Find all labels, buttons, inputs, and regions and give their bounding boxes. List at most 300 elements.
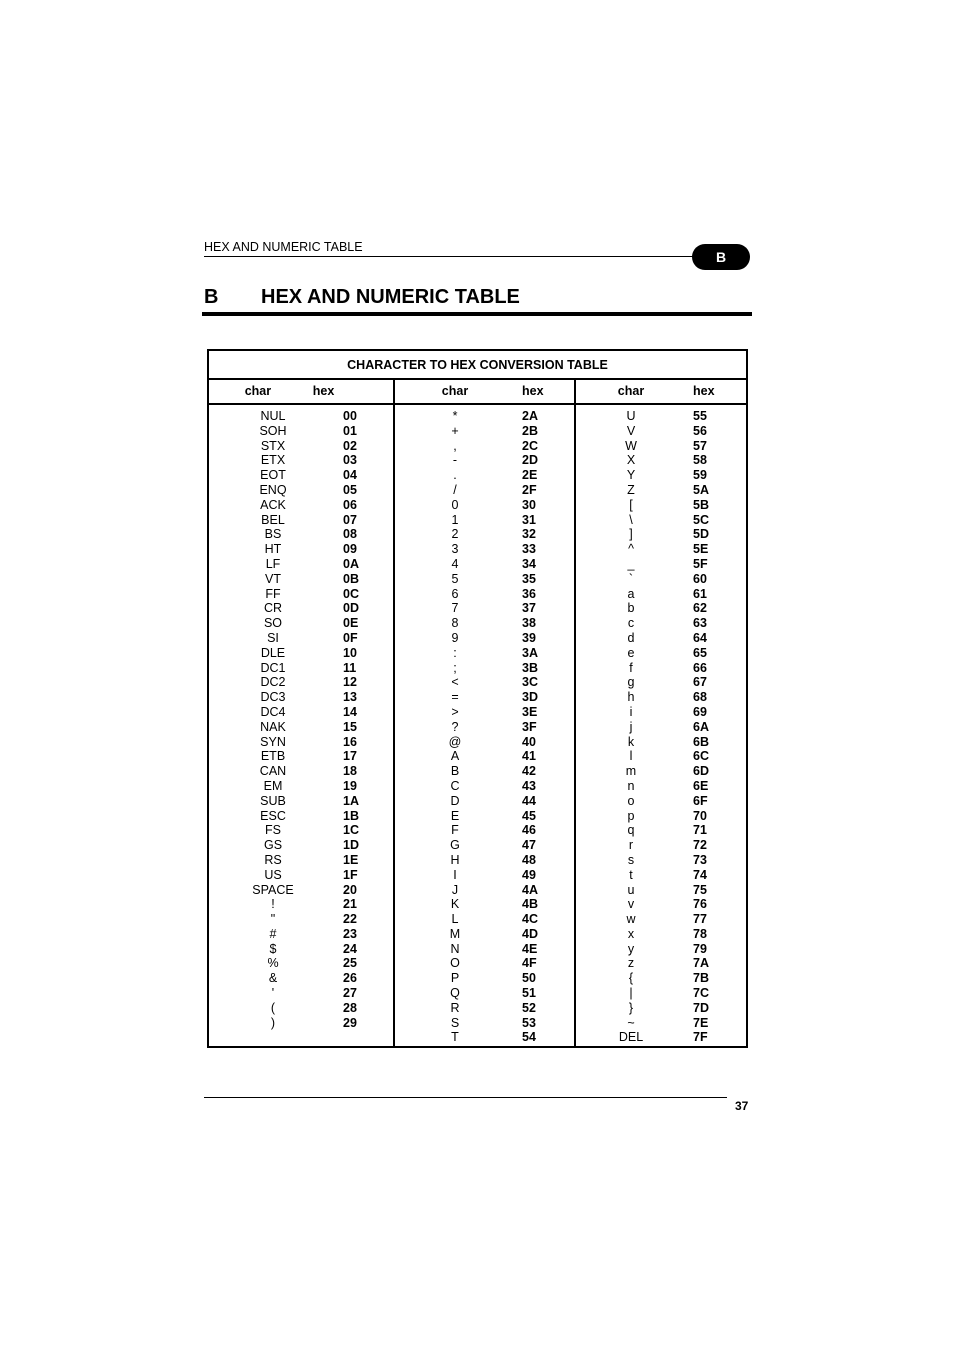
char-cell: P — [450, 971, 460, 986]
hex-cell: 6E — [693, 778, 709, 793]
hex-column-header: hex — [312, 384, 335, 398]
hex-cell: 52 — [522, 1000, 536, 1015]
table-row — [576, 764, 746, 779]
table-row — [576, 838, 746, 853]
char-cell: FF — [265, 586, 281, 601]
table-row — [209, 927, 393, 942]
table-row — [209, 986, 393, 1001]
table-row — [576, 424, 746, 439]
hex-column-header: hex — [693, 384, 715, 398]
char-cell: h — [627, 690, 635, 705]
char-cell: v — [627, 897, 635, 912]
char-cell: 3 — [451, 542, 459, 557]
hex-cell: 7F — [693, 1030, 708, 1045]
char-cell: m — [625, 764, 637, 779]
table-row — [209, 883, 393, 898]
table-row — [576, 439, 746, 454]
table-row — [576, 646, 746, 661]
hex-cell: 20 — [343, 882, 357, 897]
char-cell: $ — [269, 941, 277, 956]
table-row — [576, 631, 746, 646]
table-row — [576, 453, 746, 468]
char-cell: a — [627, 586, 635, 601]
hex-cell: 32 — [522, 527, 536, 542]
hex-cell: 29 — [343, 1015, 357, 1030]
char-cell: NUL — [260, 409, 286, 423]
hex-cell: 75 — [693, 882, 707, 897]
table-row — [395, 956, 574, 971]
char-cell: b — [627, 601, 635, 616]
char-cell: j — [629, 719, 633, 734]
hex-cell: 4A — [522, 882, 538, 897]
hex-cell: 60 — [693, 571, 707, 586]
table-row — [395, 868, 574, 883]
char-cell: F — [451, 823, 459, 838]
table-row — [209, 912, 393, 927]
table-body — [209, 405, 746, 1046]
hex-cell: 0B — [343, 571, 359, 586]
char-cell: RS — [264, 852, 282, 867]
hex-cell: 09 — [343, 542, 357, 557]
table-row — [395, 735, 574, 750]
hex-cell: 55 — [693, 409, 707, 423]
hex-cell: 4B — [522, 897, 538, 912]
hex-cell: 25 — [343, 956, 357, 971]
char-cell: BS — [264, 527, 282, 542]
hex-cell: 1E — [343, 852, 359, 867]
table-row — [395, 705, 574, 720]
char-cell: _ — [627, 556, 635, 571]
char-cell: { — [628, 971, 634, 986]
hex-cell: 3B — [522, 660, 538, 675]
char-cell: DC4 — [260, 704, 286, 719]
char-cell: STX — [260, 438, 286, 453]
table-row — [209, 513, 393, 528]
hex-cell: 5C — [693, 512, 709, 527]
char-cell: ^ — [628, 542, 634, 557]
hex-cell: 4D — [522, 926, 538, 941]
char-cell: % — [267, 956, 279, 971]
table-row — [209, 1016, 393, 1031]
hex-cell: 46 — [522, 823, 536, 838]
table-row — [576, 468, 746, 483]
hex-cell: 79 — [693, 941, 707, 956]
char-cell: FS — [265, 823, 281, 838]
hex-cell: 30 — [522, 497, 536, 512]
char-cell: } — [628, 1000, 634, 1015]
char-cell: n — [627, 778, 635, 793]
table-row — [209, 942, 393, 957]
char-cell: y — [627, 941, 635, 956]
table-row — [576, 557, 746, 572]
char-cell: o — [627, 793, 635, 808]
hex-cell: 5B — [693, 497, 709, 512]
char-cell: Y — [626, 468, 636, 483]
table-row — [576, 542, 746, 557]
char-cell: ~ — [627, 1015, 635, 1030]
hex-cell: 47 — [522, 838, 536, 853]
hex-cell: 1B — [343, 808, 359, 823]
hex-cell: 40 — [522, 734, 536, 749]
char-cell: SUB — [260, 793, 286, 808]
hex-cell: 6C — [693, 749, 709, 764]
char-cell: US — [264, 867, 282, 882]
title-rule — [202, 312, 752, 316]
table-row — [395, 883, 574, 898]
char-cell: NAK — [260, 719, 286, 734]
char-cell: s — [627, 852, 635, 867]
table-row — [395, 823, 574, 838]
hex-cell: 41 — [522, 749, 536, 764]
hex-cell: 50 — [522, 971, 536, 986]
table-row — [209, 868, 393, 883]
char-cell: GS — [263, 838, 283, 853]
table-row — [576, 1030, 746, 1045]
hex-cell: 4C — [522, 912, 538, 927]
table-row — [209, 853, 393, 868]
char-cell: d — [627, 630, 635, 645]
hex-cell: 38 — [522, 616, 536, 631]
char-cell: 1 — [451, 512, 459, 527]
table-row — [209, 601, 393, 616]
table-row — [209, 690, 393, 705]
table-row — [576, 483, 746, 498]
table-row — [576, 587, 746, 602]
hex-cell: 5E — [693, 542, 709, 557]
hex-cell: 02 — [343, 438, 357, 453]
char-cell: > — [451, 704, 459, 719]
table-row — [576, 513, 746, 528]
char-cell: # — [269, 926, 277, 941]
table-row — [209, 409, 393, 424]
hex-cell: 31 — [522, 512, 536, 527]
hex-cell: 15 — [343, 719, 357, 734]
hex-cell: 12 — [343, 675, 357, 690]
hex-cell: 1D — [343, 838, 359, 853]
hex-cell: 58 — [693, 453, 707, 468]
hex-cell: 48 — [522, 852, 536, 867]
char-cell: ETX — [260, 453, 286, 468]
hex-cell: 49 — [522, 867, 536, 882]
char-cell: ; — [453, 660, 457, 675]
char-cell: q — [627, 823, 635, 838]
char-cell: * — [452, 409, 458, 423]
hex-cell: 1F — [343, 867, 358, 882]
table-row — [576, 749, 746, 764]
hex-cell: 14 — [343, 704, 357, 719]
char-cell: u — [627, 882, 635, 897]
hex-cell: 6A — [693, 719, 709, 734]
char-cell: SO — [263, 616, 283, 631]
table-row — [209, 823, 393, 838]
hex-cell: 74 — [693, 867, 707, 882]
table-row — [576, 661, 746, 676]
table-row — [209, 794, 393, 809]
hex-cell: 2B — [522, 423, 538, 438]
column-group-header — [209, 380, 395, 403]
hex-cell: 17 — [343, 749, 357, 764]
hex-cell: 3F — [522, 719, 537, 734]
char-cell: @ — [448, 734, 462, 749]
char-cell: | — [629, 986, 633, 1001]
table-row — [395, 942, 574, 957]
column-header-row — [209, 380, 746, 405]
table-row — [395, 1016, 574, 1031]
table-row — [209, 646, 393, 661]
hex-cell: 43 — [522, 778, 536, 793]
char-cell: . — [453, 468, 457, 483]
table-row — [209, 764, 393, 779]
table-row — [209, 1001, 393, 1016]
table-row — [395, 616, 574, 631]
char-cell: SPACE — [252, 882, 294, 897]
char-cell: : — [453, 645, 457, 660]
hex-cell: 04 — [343, 468, 357, 483]
hex-cell: 54 — [522, 1030, 536, 1045]
table-row — [395, 794, 574, 809]
hex-cell: 4E — [522, 941, 538, 956]
hex-cell: 61 — [693, 586, 707, 601]
char-cell: M — [449, 926, 461, 941]
hex-cell: 27 — [343, 986, 357, 1001]
table-row — [576, 498, 746, 513]
hex-cell: 33 — [522, 542, 536, 557]
char-cell: 5 — [451, 571, 459, 586]
table-row — [395, 853, 574, 868]
hex-cell: 05 — [343, 482, 357, 497]
table-row — [395, 1001, 574, 1016]
column-group — [209, 405, 395, 1046]
table-row — [576, 1001, 746, 1016]
hex-cell: 70 — [693, 808, 707, 823]
char-cell: SYN — [260, 734, 286, 749]
char-cell: - — [452, 453, 458, 468]
column-group — [576, 405, 746, 1046]
hex-cell: 57 — [693, 438, 707, 453]
hex-cell: 08 — [343, 527, 357, 542]
table-row — [395, 453, 574, 468]
char-cell: C — [450, 778, 460, 793]
char-cell: G — [450, 838, 460, 853]
hex-cell: 5A — [693, 482, 709, 497]
char-column-header: char — [244, 384, 272, 398]
table-row — [576, 868, 746, 883]
hex-cell: 2F — [522, 482, 537, 497]
char-cell: U — [626, 409, 636, 423]
char-cell: E — [450, 808, 460, 823]
hex-cell: 5D — [693, 527, 709, 542]
table-row — [395, 661, 574, 676]
hex-cell: 56 — [693, 423, 707, 438]
hex-cell: 1C — [343, 823, 359, 838]
table-row — [395, 1030, 574, 1045]
char-cell: c — [627, 616, 635, 631]
hex-cell: 72 — [693, 838, 707, 853]
hex-cell: 78 — [693, 926, 707, 941]
table-row — [395, 498, 574, 513]
table-row — [576, 971, 746, 986]
hex-cell: 28 — [343, 1000, 357, 1015]
char-column-header: char — [441, 384, 469, 398]
table-row — [209, 468, 393, 483]
char-cell: SOH — [259, 423, 287, 438]
hex-cell: 2A — [522, 409, 538, 423]
char-cell: e — [627, 645, 635, 660]
char-cell: 0 — [451, 497, 459, 512]
char-cell: R — [450, 1000, 460, 1015]
hex-cell: 13 — [343, 690, 357, 705]
table-row — [209, 897, 393, 912]
table-row — [395, 646, 574, 661]
hex-cell: 01 — [343, 423, 357, 438]
hex-cell: 59 — [693, 468, 707, 483]
hex-cell: 1A — [343, 793, 359, 808]
table-row — [395, 690, 574, 705]
table-row — [209, 498, 393, 513]
table-row — [576, 779, 746, 794]
hex-cell: 42 — [522, 764, 536, 779]
page-title — [204, 286, 520, 309]
hex-cell: 3A — [522, 645, 538, 660]
chapter-title: HEX AND NUMERIC TABLE — [261, 286, 520, 308]
char-cell: z — [627, 956, 635, 971]
char-cell: L — [451, 912, 459, 927]
header-rule — [204, 256, 702, 257]
char-cell: , — [453, 438, 457, 453]
table-row — [209, 838, 393, 853]
hex-cell: 7D — [693, 1000, 709, 1015]
table-row — [209, 424, 393, 439]
hex-cell: 45 — [522, 808, 536, 823]
char-cell: / — [453, 482, 457, 497]
table-row — [395, 809, 574, 824]
char-cell: ] — [629, 527, 633, 542]
char-cell: DEL — [618, 1030, 644, 1045]
char-cell: CR — [263, 601, 283, 616]
hex-cell: 73 — [693, 852, 707, 867]
table-row — [576, 883, 746, 898]
char-cell: CAN — [259, 764, 287, 779]
chapter-badge: B — [692, 244, 750, 270]
hex-cell: 4F — [522, 956, 537, 971]
table-row — [395, 764, 574, 779]
char-cell: SI — [267, 630, 279, 645]
table-row — [395, 513, 574, 528]
table-row — [395, 527, 574, 542]
char-cell: g — [627, 675, 635, 690]
table-row — [209, 661, 393, 676]
char-cell: = — [451, 690, 459, 705]
char-cell: A — [450, 749, 460, 764]
hex-cell: 76 — [693, 897, 707, 912]
hex-cell: 66 — [693, 660, 707, 675]
hex-cell: 7E — [693, 1015, 709, 1030]
table-row — [395, 601, 574, 616]
char-cell: p — [627, 808, 635, 823]
char-cell: 2 — [451, 527, 459, 542]
table-row — [395, 542, 574, 557]
char-cell: + — [451, 423, 459, 438]
hex-cell: 19 — [343, 778, 357, 793]
table-row — [576, 897, 746, 912]
table-row — [209, 542, 393, 557]
char-cell: HT — [264, 542, 282, 557]
char-cell: S — [450, 1015, 460, 1030]
hex-cell: 5F — [693, 556, 708, 571]
table-row — [395, 971, 574, 986]
hex-cell: 03 — [343, 453, 357, 468]
hex-cell: 6F — [693, 793, 708, 808]
table-row — [209, 735, 393, 750]
hex-cell: 64 — [693, 630, 707, 645]
table-row — [576, 616, 746, 631]
page-number: 37 — [735, 1099, 749, 1113]
table-row — [576, 601, 746, 616]
char-cell: D — [450, 793, 460, 808]
hex-cell: 0A — [343, 556, 359, 571]
hex-cell: 67 — [693, 675, 707, 690]
hex-cell: 53 — [522, 1015, 536, 1030]
table-row — [395, 749, 574, 764]
hex-cell: 39 — [522, 630, 536, 645]
hex-cell: 06 — [343, 497, 357, 512]
conversion-table — [207, 349, 748, 1048]
char-cell: " — [270, 912, 276, 927]
table-row — [209, 527, 393, 542]
char-column-header: char — [617, 384, 645, 398]
hex-cell: 7C — [693, 986, 709, 1001]
column-group — [395, 405, 576, 1046]
hex-cell: 36 — [522, 586, 536, 601]
table-row — [395, 424, 574, 439]
char-cell: ESC — [260, 808, 286, 823]
hex-cell: 37 — [522, 601, 536, 616]
table-row — [395, 720, 574, 735]
table-row — [576, 956, 746, 971]
char-cell: DC1 — [260, 660, 286, 675]
table-row — [209, 809, 393, 824]
table-row — [395, 439, 574, 454]
chapter-letter: B — [204, 286, 219, 308]
hex-cell: 00 — [343, 409, 357, 423]
char-cell: H — [450, 852, 460, 867]
hex-cell: 71 — [693, 823, 707, 838]
hex-cell: 63 — [693, 616, 707, 631]
table-row — [576, 735, 746, 750]
table-row — [395, 927, 574, 942]
hex-cell: 0C — [343, 586, 359, 601]
table-row — [576, 572, 746, 587]
char-cell: ACK — [260, 497, 286, 512]
hex-cell: 69 — [693, 704, 707, 719]
char-cell: LF — [265, 556, 281, 571]
table-row — [209, 956, 393, 971]
hex-cell: 62 — [693, 601, 707, 616]
table-row — [576, 853, 746, 868]
char-cell: ! — [271, 897, 275, 912]
hex-cell: 0F — [343, 630, 358, 645]
hex-cell: 2E — [522, 468, 538, 483]
char-cell: 4 — [451, 556, 459, 571]
hex-cell: 0E — [343, 616, 359, 631]
table-row — [395, 897, 574, 912]
char-cell: [ — [629, 497, 633, 512]
char-cell: Z — [627, 482, 635, 497]
char-cell: EOT — [260, 468, 286, 483]
char-cell: \ — [629, 512, 633, 527]
table-row — [576, 1016, 746, 1031]
table-row — [209, 631, 393, 646]
